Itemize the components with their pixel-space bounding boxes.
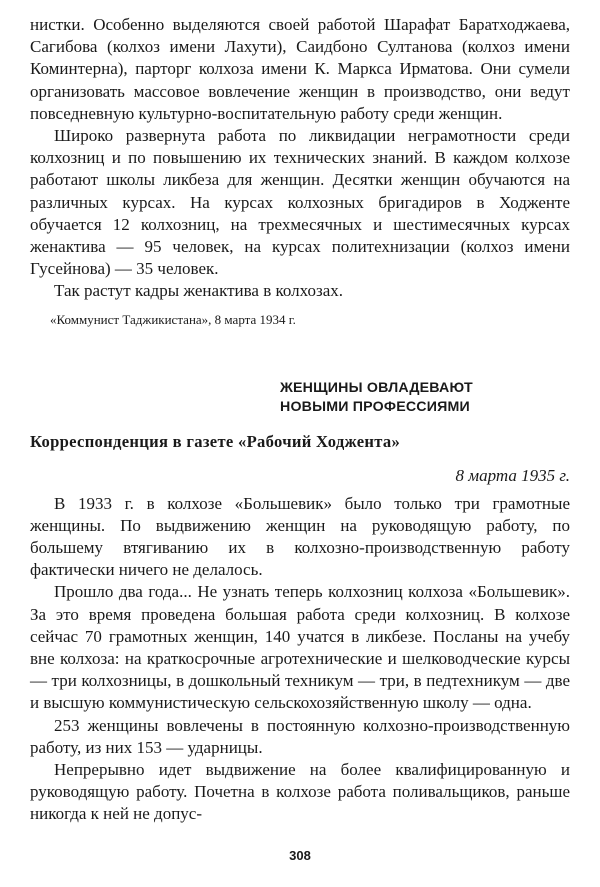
article-heading — [280, 379, 570, 417]
article-paragraph-3: 253 женщины вовлечены в постоянную колхозно-производственную работу, из них 153 — ударницы. — [30, 715, 570, 757]
paragraph-conclusion: Так растут кадры женактива в колхозах. — [54, 281, 344, 301]
article-paragraph-4: Непрерывно идет выдвижение на более квалифицированную и руководящую работу. Почетна в колхозе работа поливальщиков, раньше никогда к ней не допус- — [30, 760, 570, 824]
article-heading-line2: НОВЫМИ ПРОФЕССИЯМИ — [280, 398, 470, 415]
page-number: 308 — [289, 848, 311, 863]
article-paragraph-2: Прошло два года... Не узнать теперь колхозниц колхоза «Большевик». За это время проведена большая работа среди колхозниц. В колхозе сейчас 70 грамотных женщин, 140 учатся в ликбезе. Посланы на учебу вне колхоза: на краткосрочные агротехнические и шелководческие курсы — три колхозницы, в дошкольный техникум — три, в педтехникум — две и высшую коммунистическую сельскохозяйственную школу — одна. — [30, 582, 570, 713]
article-paragraph-1: В 1933 г. в колхозе «Большевик» было только три грамотные женщины. По выдвижению женщин на руководящую работу, по большему втягиванию их в колхозно-производственную работу фактически ничего не делалось. — [30, 493, 570, 580]
article-heading-line1: ЖЕНЩИНЫ ОВЛАДЕВАЮТ — [280, 379, 473, 396]
paragraph-literacy: Широко развернута работа по ликвидации неграмотности среди колхозниц и по повышению их технических знаний. В каждом колхозе работают школы ликбеза для женщин. Десятки женщин обучаются на различных курсах. На курсах колхозных бригадиров в Ходженте обучается 12 колхозниц, на трехмесячных и шестимесячных курсах женактива — 95 человек, на курсах политехнизации (колхоз имени Гусейнова) — 35 человек. — [30, 126, 570, 279]
source-citation: «Коммунист Таджикистана», 8 марта 1934 г. — [50, 311, 296, 327]
article-date: 8 марта 1935 г. — [455, 465, 570, 485]
paragraph-continuation: нистки. Особенно выделяются своей работой Шарафат Баратходжаева, Сагибова (колхоз имени Лахути), Саидбоно Султанова (колхоз имени Коминтерна), парторг колхоза имени К. Маркса Ирматова. Они сумели организовать массовое вовлечение женщин в производство, они ведут повседневную культурно-воспитательную работу среди женщин. — [30, 15, 570, 123]
page-body — [30, 14, 570, 826]
article-subheading: Корреспонденция в газете «Рабочий Ходжента» — [30, 431, 401, 451]
